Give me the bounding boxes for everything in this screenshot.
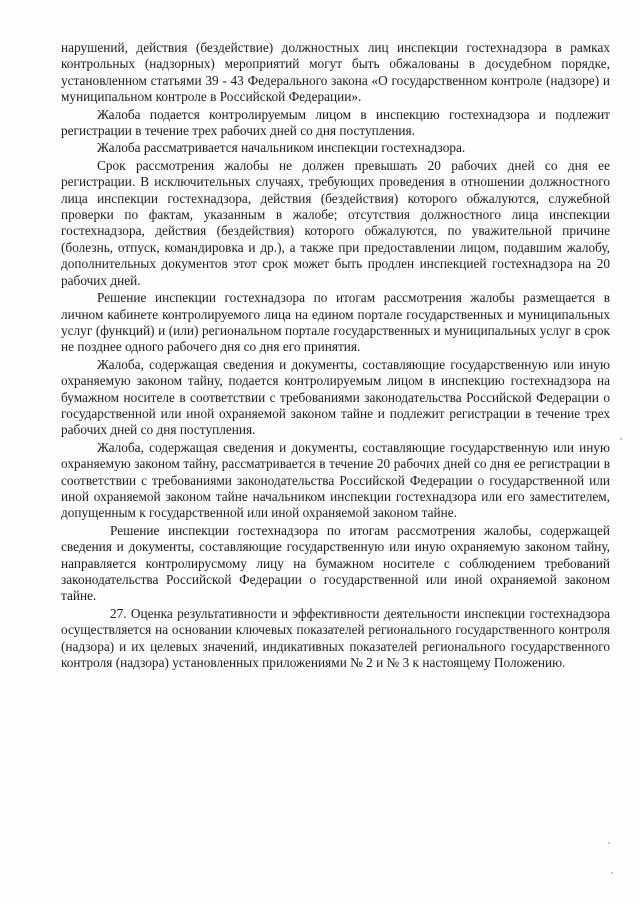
paragraph-secret-decision-delivery: Решение инспекции гостехнадзора по итогам рассмотрения жалобы, содержащей сведения и документы, составляющие государственную или иную охраняемую законом тайну, направляется контролирусмому лицу на бумажном носителе с соблюдением требований законодательства Российской Федерации о государственной или иной охраняемой законом тайне.: [61, 522, 610, 604]
scan-speck: [620, 438, 622, 440]
paragraph-review-period: Срок рассмотрения жалобы не должен превышать 20 рабочих дней со дня ее регистрации. В исключительных случаях, требующих проведения в отношении должностного лица инспекции гостехнадзора, действия (бездействия) которого обжалуются, служебной проверки по фактам, указанным в жалобе; отсутствия должностного лица инспекции гостехнадзора, действия (бездействия) которого обжалуются, по уважительной причине (болезнь, отпуск, командировка и др.), а также при предоставлении лицом, подавшим жалобу, дополнительных документов этот срок может быть продлен инспекцией гостехнадзора на 20 рабочих дней.: [61, 157, 610, 288]
paragraph-complaint-filing: Жалоба подается контролируемым лицом в инспекцию гостехнадзора и подлежит регистрации в течение трех рабочих дней со дня поступления.: [61, 106, 610, 139]
paragraph-secret-complaint-review: Жалоба, содержащая сведения и документы, составляющие государственную или иную охраняемую законом тайну, рассматривается в течение 20 рабочих дней со дня ее регистрации в соответствии с требованиями законодательства Российской Федерации о государственной или иной охраняемой законом тайне начальником инспекции гостехнадзора или его заместителем, допущенным к государственной или иной охраняемой законом тайне.: [61, 439, 610, 521]
paragraph-appeal-procedure: нарушений, действия (бездействие) должностных лиц инспекции гостехнадзора в рамках контрольных (надзорных) мероприятий могут быть обжалованы в досудебном порядке, установленном статьями 39 - 43 Федерального закона «О государственном контроле (надзоре) и муниципальном контроле в Российской Федерации».: [61, 40, 610, 105]
document-body: [61, 40, 610, 671]
paragraph-secret-complaint-filing: Жалоба, содержащая сведения и документы, составляющие государственную или иную охраняемую законом тайну, подается контролируемым лицом в инспекцию гостехнадзора на бумажном носителе в соответствии с требованиями законодательства Российской Федерации о государственной или иной охраняемой законом тайне и подлежит регистрации в течение трех рабочих дней со дня поступления.: [61, 356, 610, 438]
scan-speck: [611, 872, 613, 874]
paragraph-complaint-review: Жалоба рассматривается начальником инспекции гостехнадзора.: [97, 140, 466, 156]
scan-speck: [608, 842, 610, 844]
paragraph-performance-evaluation: 27. Оценка результативности и эффективности деятельности инспекции гостехнадзора осуществляется на основании ключевых показателей регионального государственного контроля (надзора) и их целевых значений, индикативных показателей регионального государственного контроля (надзора) установленных приложениями № 2 и № 3 к настоящему Положению.: [61, 605, 610, 671]
paragraph-decision-publication: Решение инспекции гостехнадзора по итогам рассмотрения жалобы размещается в личном кабинете контролируемого лица на едином портале государственных и муниципальных услуг (функций) и (или) региональном портале государственных и муниципальных услуг в срок не позднее одного рабочего дня со дня его принятия.: [61, 290, 610, 355]
